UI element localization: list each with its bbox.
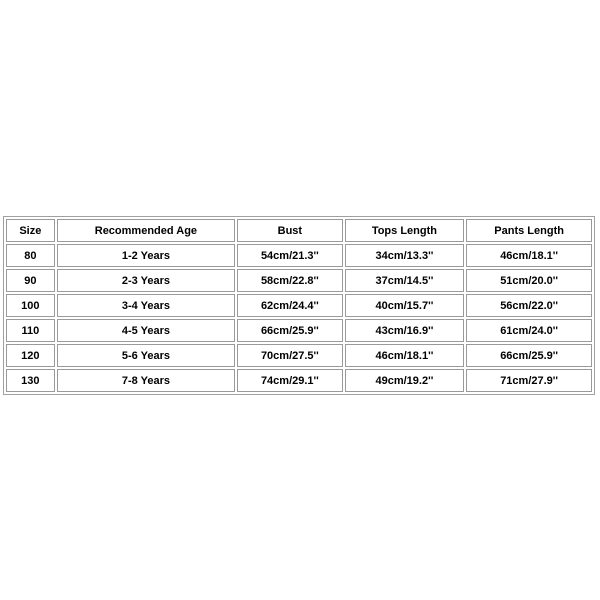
- cell-size: 120: [6, 344, 55, 367]
- header-tops-length: Tops Length: [345, 219, 465, 242]
- header-pants-length: Pants Length: [466, 219, 592, 242]
- cell-tops-length: 37cm/14.5'': [345, 269, 465, 292]
- cell-pants-length: 66cm/25.9'': [466, 344, 592, 367]
- header-bust: Bust: [237, 219, 342, 242]
- cell-bust: 54cm/21.3'': [237, 244, 342, 267]
- cell-recommended-age: 4-5 Years: [57, 319, 235, 342]
- cell-bust: 66cm/25.9'': [237, 319, 342, 342]
- cell-pants-length: 51cm/20.0'': [466, 269, 592, 292]
- size-chart-table: [3, 216, 595, 395]
- header-recommended-age: Recommended Age: [57, 219, 235, 242]
- cell-recommended-age: 7-8 Years: [57, 369, 235, 392]
- cell-pants-length: 61cm/24.0'': [466, 319, 592, 342]
- cell-size: 130: [6, 369, 55, 392]
- table-row: [6, 344, 592, 367]
- table-row: [6, 244, 592, 267]
- cell-pants-length: 71cm/27.9'': [466, 369, 592, 392]
- cell-bust: 58cm/22.8'': [237, 269, 342, 292]
- cell-tops-length: 46cm/18.1'': [345, 344, 465, 367]
- cell-recommended-age: 5-6 Years: [57, 344, 235, 367]
- cell-size: 110: [6, 319, 55, 342]
- header-size: Size: [6, 219, 55, 242]
- cell-tops-length: 40cm/15.7'': [345, 294, 465, 317]
- cell-bust: 74cm/29.1'': [237, 369, 342, 392]
- table-row: [6, 269, 592, 292]
- cell-bust: 62cm/24.4'': [237, 294, 342, 317]
- cell-pants-length: 46cm/18.1'': [466, 244, 592, 267]
- cell-tops-length: 34cm/13.3'': [345, 244, 465, 267]
- cell-tops-length: 49cm/19.2'': [345, 369, 465, 392]
- cell-recommended-age: 2-3 Years: [57, 269, 235, 292]
- cell-pants-length: 56cm/22.0'': [466, 294, 592, 317]
- header-row: [6, 219, 592, 242]
- cell-size: 80: [6, 244, 55, 267]
- table-row: [6, 294, 592, 317]
- cell-size: 100: [6, 294, 55, 317]
- cell-tops-length: 43cm/16.9'': [345, 319, 465, 342]
- cell-size: 90: [6, 269, 55, 292]
- cell-bust: 70cm/27.5'': [237, 344, 342, 367]
- cell-recommended-age: 3-4 Years: [57, 294, 235, 317]
- cell-recommended-age: 1-2 Years: [57, 244, 235, 267]
- table-row: [6, 319, 592, 342]
- table-row: [6, 369, 592, 392]
